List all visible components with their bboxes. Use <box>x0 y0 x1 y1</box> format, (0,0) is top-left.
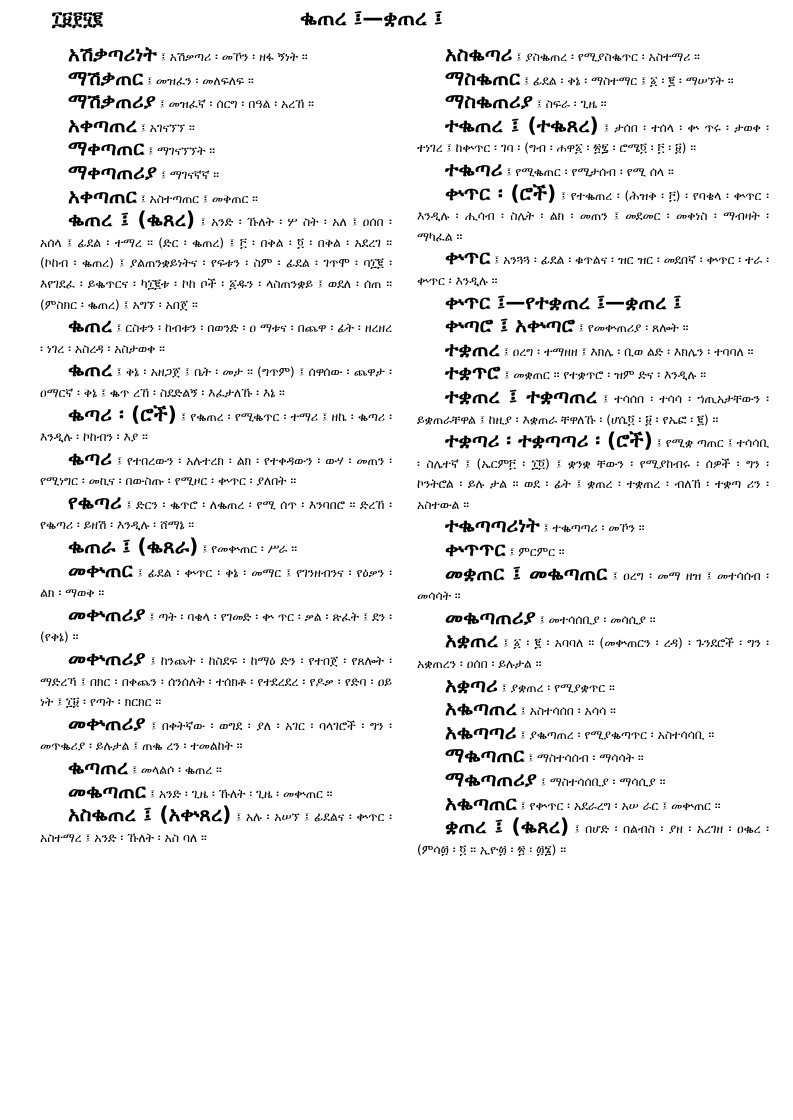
entry-headword: ቍጥር <box>445 245 491 270</box>
entry-definition: ፤ ማስተሳሰብ ፡ ማሳሳት ። <box>528 751 644 766</box>
entry-definition: ፤ ዐረግ ፡ መማ ዘዝ ፤ መተሳሰብ ፡ መሳሳት ። <box>417 568 769 604</box>
entry-headword: ቍጣሮ ፤ አቍጣሮ <box>445 313 575 338</box>
dictionary-entry <box>40 159 392 186</box>
entry-definition: ፤ ማገናኛኛ ። <box>160 167 220 182</box>
dictionary-entry <box>417 65 769 92</box>
entry-definition: ፤ የሚቈጠር ፡ የሚታሰብ ፡ የሚ ሰላ ። <box>506 164 674 179</box>
entry-definition: ፤ ያቈጣጠረ ፡ የሚያቈጣጥር ፡ አስተሳሳቢ ። <box>520 727 715 742</box>
entry-headword: ማቈጣጠር <box>445 743 525 768</box>
entry-headword: ማሽቃጠር <box>68 65 144 90</box>
entry-headword: ተቈጣጣሪነት <box>445 513 540 538</box>
entry-headword: አቋጣሪ <box>445 672 498 697</box>
dictionary-entry <box>417 719 769 746</box>
entry-definition: ፤ የቈጠረ ፡ የሚቈጥር ፡ ተማሪ ፤ ዘኬ ፡ ቈጣሪ ፡ እንዲሉ ፡ ኮከብን ፡ እያ ። <box>40 409 392 445</box>
dictionary-entry <box>417 91 769 115</box>
entry-headword: አቈጣጠር <box>445 790 517 815</box>
dictionary-entry <box>417 315 769 339</box>
entry-headword: ቈጠራ ፤ (ቈጸራ) <box>68 534 199 559</box>
entry-headword: የቈጣሪ <box>68 489 122 514</box>
dictionary-entry <box>40 138 392 162</box>
dictionary-entry <box>417 156 769 183</box>
entry-headword: አቈጣጠረ <box>445 696 517 721</box>
entry-definition: ፤ ድርን ፡ ቈጥሮ ፡ ለቈጠረ ፡ የሚ ሰጥ ፡ እንባበሮ ። ድረኸ ፡ የቈጣሪ ፡ ይዘሽ ፡ እንዲሉ ፡ ሸማኔ ። <box>40 497 392 533</box>
entry-headword: መቍጠር <box>68 557 133 582</box>
entry-headword: ተቈጣሪ <box>445 156 503 181</box>
dictionary-entry <box>40 112 392 139</box>
dictionary-entry <box>40 536 392 560</box>
entry-headword: ተቈጠረ ፤ (ተቈጸረ) <box>445 112 599 137</box>
entry-definition: ፤ ከንጨት ፡ ከስደፍ ፡ ከማዕ ድን ፡ የተበጀ ፡ የጸሎት ፡ ማድረኻ ፤ በክር ፡ በቀጨን ፡ ሰንሰለት ፡ ተሰክቶ ፡ የተደረደረ ፡ የዶቃ ፡ የድባ ፡ ዐይ ነት ፤ ፲፱ ፡ የጣት ፡ ክርክር ። <box>40 654 392 710</box>
dictionary-entry <box>40 65 392 92</box>
entry-definition: ፤ ዐረግ ፡ ተማዘዘ ፤ እክሌ ፡ ቢወ ልድ ፡ እክሌን ፡ ተባባለ ። <box>503 344 754 359</box>
entry-definition: ፤ በሆድ ፡ በልብስ ፡ ያዘ ፡ አረገዘ ፡ ዐቈረ ፡ (ምሳ፴ ፡ ፬ ። ኢዮ፴ ፡ ፳ ፡ ፴፮) ። <box>417 822 769 857</box>
entry-definition: ፤ የተቈጠረ ፡ (ሕዝቅ ፡ ፫) ፡ የባቄላ ፡ ቍጥር ፡ እንዲሉ ፡ ሒሳብ ፡ ስሌት ፡ ልክ ፡ መጠን ፤ መደመር ፡ መቀነስ ፡ ማብዛት ፡ ማካፈል ። <box>417 188 769 244</box>
entry-headword: መቋጠር ፤ መቈጣጠር <box>445 560 608 585</box>
entry-headword: መቍጠሪያ <box>68 646 146 671</box>
entry-definition: ፤ መተሳሰቢያ ፡ መሳሲያ ። <box>539 612 656 627</box>
running-head: ቈጠረ ፤—ቋጠረ ፤ <box>300 6 443 30</box>
entry-definition: ፤ አገናኘኘ ። <box>140 120 195 135</box>
dictionary-entry <box>417 180 769 248</box>
entry-headword: መቍጠሪያ <box>68 601 146 626</box>
dictionary-entry <box>40 315 392 359</box>
entry-definition: ፤ መቋጠር ። የተቋጥሮ ፡ ዝም ድና ፡ እንዲሉ ። <box>504 368 706 383</box>
entry-definition: ፤ የመቍጠሪያ ፡ ጸሎት ። <box>578 321 689 336</box>
dictionary-entry <box>417 604 769 631</box>
entry-headword: ቈጣሪ <box>68 445 112 470</box>
dictionary-entry <box>417 630 769 674</box>
entry-headword: ቈጣጠረ <box>68 755 129 779</box>
dictionary-entry <box>40 359 392 403</box>
entry-definition: ፤ የተበረውን ፡ አሉተረክ ፡ ልክ ፡ የተቀዳውን ፡ ውሃ ፡ መጠን ፡ የሚነግር ፡ መኪና ፡ በውስጡ ፡ የሚዞር ፡ ቍጥር ፡ ያለበት ። <box>40 453 392 489</box>
dictionary-entry <box>40 804 392 848</box>
entry-definition: ፤ የሚቋ ጣጠር ፤ ተሳሳቢ ፡ ስሌተኛ ፤ (ኤርም፫ ፡ ፲፬) ፤ ቋንቋ ቸውን ፡ የሚያከብሩ ፡ ሰዎች ፡ ግን ፡ ኮንትሮል ፡ ይሉ ታል ። ወደ ፡ ፊት ፤ ቋጠረ ፡ ተቋጠረ ፡ ብለኸ ፡ ተቋጣ ሪን ፡ አስተውል ። <box>417 436 769 512</box>
entry-definition: ፤ አንጓጓ ፡ ፊደል ፡ ቁጥልና ፡ ዝር ዝር ፡ መደበኛ ፡ ቍጥር ፡ ተራ ፡ ቍጥር ፡ እንዲሉ ። <box>417 253 769 288</box>
entry-definition: ፤ የቍጥር ፡ አደራረግ ፡ አሠ ራር ፤ መቍጠር ። <box>520 798 721 813</box>
entry-headword: ቈጣሪ ፡ (ሮች) <box>68 401 177 426</box>
entry-headword: መቈጣጠር <box>68 778 146 803</box>
dictionary-entry <box>40 91 392 115</box>
dictionary-entry <box>417 539 769 563</box>
entry-definition: ፤ ቅኔ ፡ አዘጋጀ ፤ ቤት ፡ መታ ። (ግጥም) ፤ ሰዋሰው ፡ ጨዋታ ፡ ዐማርኛ ፡ ቅኔ ፤ ቈጥ ረኸ ፡ ስደድልኝ ፡ እፈታለኹ ፡ እኔ ። <box>40 365 392 400</box>
entry-headword: ማቀጣጠር <box>68 136 145 161</box>
entry-definition: ፤ ርስቱን ፡ ከብቱን ፡ በወንድ ፡ ዐ ማቱና ፡ በጨዋ ፡ ፊት ፡ ዘረዘረ ፡ ነገረ ፡ አስረዳ ፡ አስታወቀ ። <box>40 321 392 356</box>
entry-headword: ቈጠረ <box>68 357 113 382</box>
entry-definition: ፤ አሉ ፡ አሠኘ ፤ ፊደልና ፡ ቍጥር ፡ አስተማረ ፤ አንድ ፡ ኹለት ፡ አስ ባለ ። <box>40 810 392 845</box>
dictionary-entry <box>417 247 769 291</box>
dictionary-entry <box>417 383 769 430</box>
right-column <box>417 44 769 860</box>
entry-headword: ማቈጣጠሪያ <box>445 767 537 791</box>
entry-headword: መቍጠሪያ <box>68 710 146 735</box>
entry-definition: ፤ ጣት ፡ ባቄላ ፡ የገመድ ፡ ቍ ጥር ፡ ቃል ፡ ጽፈት ፤ ደን ፡ (የቅኔ) ። <box>40 609 392 645</box>
entry-definition: ፤ ተቈጣጣሪ ፡ መኾን ። <box>543 521 645 536</box>
entry-definition: ፤ አንድ ፡ ጊዜ ፡ ኹለት ፡ ጊዜ ፡ መቍጠር ። <box>149 786 333 801</box>
entry-definition: ፤ መዝፈኛ ፡ ሰርግ ፡ በዓል ፡ አረኸ ። <box>159 97 314 112</box>
dictionary-entry <box>40 445 392 492</box>
entry-headword: አቋጠረ <box>445 628 498 653</box>
dictionary-entry <box>40 489 392 536</box>
entry-definition: ፤ አንድ ፡ ኹለት ፡ ሦ ስት ፡ አለ ፤ ዐሰበ ፡ አሰላ ፤ ፊደል ፡ ተማረ ። (ድር ፡ ቈጠረ) ፤ ፫ ፡ በቅል ፡ ፬ ፡ በቅል ፡ አደረገ ። (ኮከብ ፡ ቈጠረ) ፤ ያልጠንቋይነትና ፡ የፍቱን ፡ ስም ፡ ፊደል ፡ ገጥሞ ፡ ባ፲፪ ፡ እየገደፈ ፡ ይቈጥርና ፡ ካ፲፪ቱ ፡ ኮከ ቦች ፡ ፩ዱን ፡ ላስጠንቋይ ፤ ወደለ ፡ ሰጠ ። (ምስክር ፡ ቈጠረ) ፤ አግኘ ፡ አበጀ ። <box>40 215 392 312</box>
entry-headword: ቍጥጥር <box>445 537 506 562</box>
dictionary-entry <box>417 44 769 68</box>
entry-headword: ተቋጠረ ፤ ተቋጣጠረ <box>445 383 597 408</box>
dictionary-entry <box>40 209 392 315</box>
dictionary-entry <box>40 401 392 448</box>
entry-headword: ቋጠረ ፤ (ቈጸረ) <box>445 814 570 839</box>
dictionary-entry <box>40 557 392 604</box>
dictionary-entry <box>40 648 392 713</box>
entry-headword: አቈጣጣሪ <box>445 719 517 744</box>
left-column <box>40 44 392 848</box>
entry-definition: ፤ ፩ ፡ ፪ ፡ አባባለ ። (መቍጠርን ፡ ረዳ) ፡ ጉንደሮች ፡ ግን ፡ አቋጠረን ፡ ዐሰበ ፡ ይሉታል ። <box>417 636 769 672</box>
dictionary-entry <box>40 44 392 68</box>
dictionary-entry <box>40 710 392 757</box>
entry-headword: አቀጣጠረ <box>68 112 137 137</box>
dictionary-entry <box>417 112 769 159</box>
dictionary-entry <box>40 757 392 781</box>
entry-definition: ፤ ፊደል ፡ ቅኔ ፡ ማስተማር ፤ ፩ ፡ ፪ ፡ ማሠኘት ። <box>523 73 734 88</box>
entry-headword: ተቋጣሪ ፡ ተቋጣጣሪ ፡ (ሮች) <box>445 428 653 453</box>
entry-definition: ፤ በቀትኛው ፡ ወግደ ፡ ያለ ፡ አገር ፡ ባላገሮች ፡ ግን ፡ መጥቈሪያ ፡ ይሉታል ፤ ጠቈ ረን ፡ ተመልከት ። <box>40 718 392 754</box>
entry-headword: ማቀጣጠሪያ <box>68 159 157 184</box>
entry-headword: ተቋጥሮ <box>445 360 501 385</box>
entry-headword: ማሽቃጠሪያ <box>68 89 156 114</box>
entry-headword: አቀጣጠር <box>68 183 137 208</box>
dictionary-entry <box>417 698 769 722</box>
entry-definition: ፤ ስፍራ ፡ ጊዜ ። <box>536 97 607 112</box>
entry-headword: አስቈጠረ ፤ (አቍጸረ) <box>68 802 232 827</box>
entry-headword: አሽቃጣሪነት <box>68 42 157 66</box>
entry-definition: ፤ ማስተሳሰቢያ ፡ ማሳሲያ ። <box>540 775 666 789</box>
entry-definition: ፤ ማገናኘኘት ። <box>148 144 216 159</box>
entry-headword: ማስቈጠሪያ <box>445 89 533 114</box>
entry-headword: ተቋጠረ <box>445 336 500 361</box>
entry-definition: ፤ ያቋጠረ ፡ የሚያቋጥር ። <box>501 680 615 695</box>
dictionary-entry <box>417 289 769 316</box>
dictionary-entry <box>417 745 769 769</box>
dictionary-entry <box>417 672 769 699</box>
dictionary-entry <box>417 790 769 817</box>
dictionary-entry <box>417 362 769 386</box>
entry-definition: ፤ መዝፈን ፡ መለፍለፍ ። <box>146 73 254 88</box>
entry-headword: መቈጣጠሪያ <box>445 604 536 629</box>
dictionary-entry <box>40 778 392 805</box>
entry-definition: ፤ ታሰበ ፡ ተሰላ ፡ ቍ ጥሩ ፡ ታወቀ ፡ ተነገረ ፤ ከቍጥር ፡ ገባ ፡ (ግብ ፡ ሐዋ፩ ፡ ፳፯ ፡ ሮሜ፬ ፡ ፫ ፡ ፱) ። <box>417 120 769 156</box>
entry-headword: ቍጥር ፡ (ሮች) <box>445 180 557 205</box>
entry-definition: ፤ አስተጣጠር ፤ መቅጠር ። <box>140 191 258 206</box>
entry-definition: ፤ አስተሳሰበ ፡ አሳሳ ። <box>520 704 616 719</box>
dictionary-entry <box>40 183 392 210</box>
entry-definition: ፤ መላልሶ ፡ ቈጠረ ። <box>131 763 222 777</box>
dictionary-entry <box>417 515 769 539</box>
entry-headword: ቈጠረ <box>68 313 113 338</box>
dictionary-entry <box>417 560 769 607</box>
dictionary-entry <box>417 336 769 363</box>
dictionary-entry <box>417 430 769 515</box>
entry-headword: ማስቈጠር <box>445 65 521 90</box>
entry-headword: ቍጥር ፤—የተቋጠረ ፤—ቋጠረ ፤ <box>445 289 682 314</box>
dictionary-entry <box>417 769 769 793</box>
entry-definition: ፤ አሽቃጣሪ ፡ መኾን ፡ ዘፋ ኝነት ። <box>160 50 308 64</box>
entry-definition: ፤ የመቍጠር ፡ ሥራ ። <box>202 542 298 557</box>
entry-definition: ፤ ምርምር ። <box>509 545 565 560</box>
entry-definition: ፤ ያስቈጠረ ፡ የሚያስቈጥር ፡ አስተማሪ ። <box>516 50 700 64</box>
dictionary-entry <box>417 816 769 860</box>
page-number: ፲፱፻፶፪ <box>52 8 103 30</box>
entry-definition: ፤ ፊደል ፡ ቍጥር ፡ ቅኔ ፡ መማር ፤ የገንዘብንና ፡ የዕቃን ፡ ልክ ፡ ማወቅ ። <box>40 565 392 601</box>
dictionary-entry <box>40 601 392 648</box>
entry-headword: ቈጠረ ፤ (ቈጸረ) <box>68 207 196 232</box>
entry-definition: ፤ ተሳሰበ ፡ ተሳሳ ፡ ኀጢአታቸውን ፡ ይቋጠራቸዋል ፤ ከዚያ ፡ እቋጠራ ቸዋለኹ ፡ (ሆሴ፬ ፡ ፱ ፡ የኤፎ ፡ ፪) ። <box>417 391 769 427</box>
entry-headword: አስቈጣሪ <box>445 42 513 66</box>
